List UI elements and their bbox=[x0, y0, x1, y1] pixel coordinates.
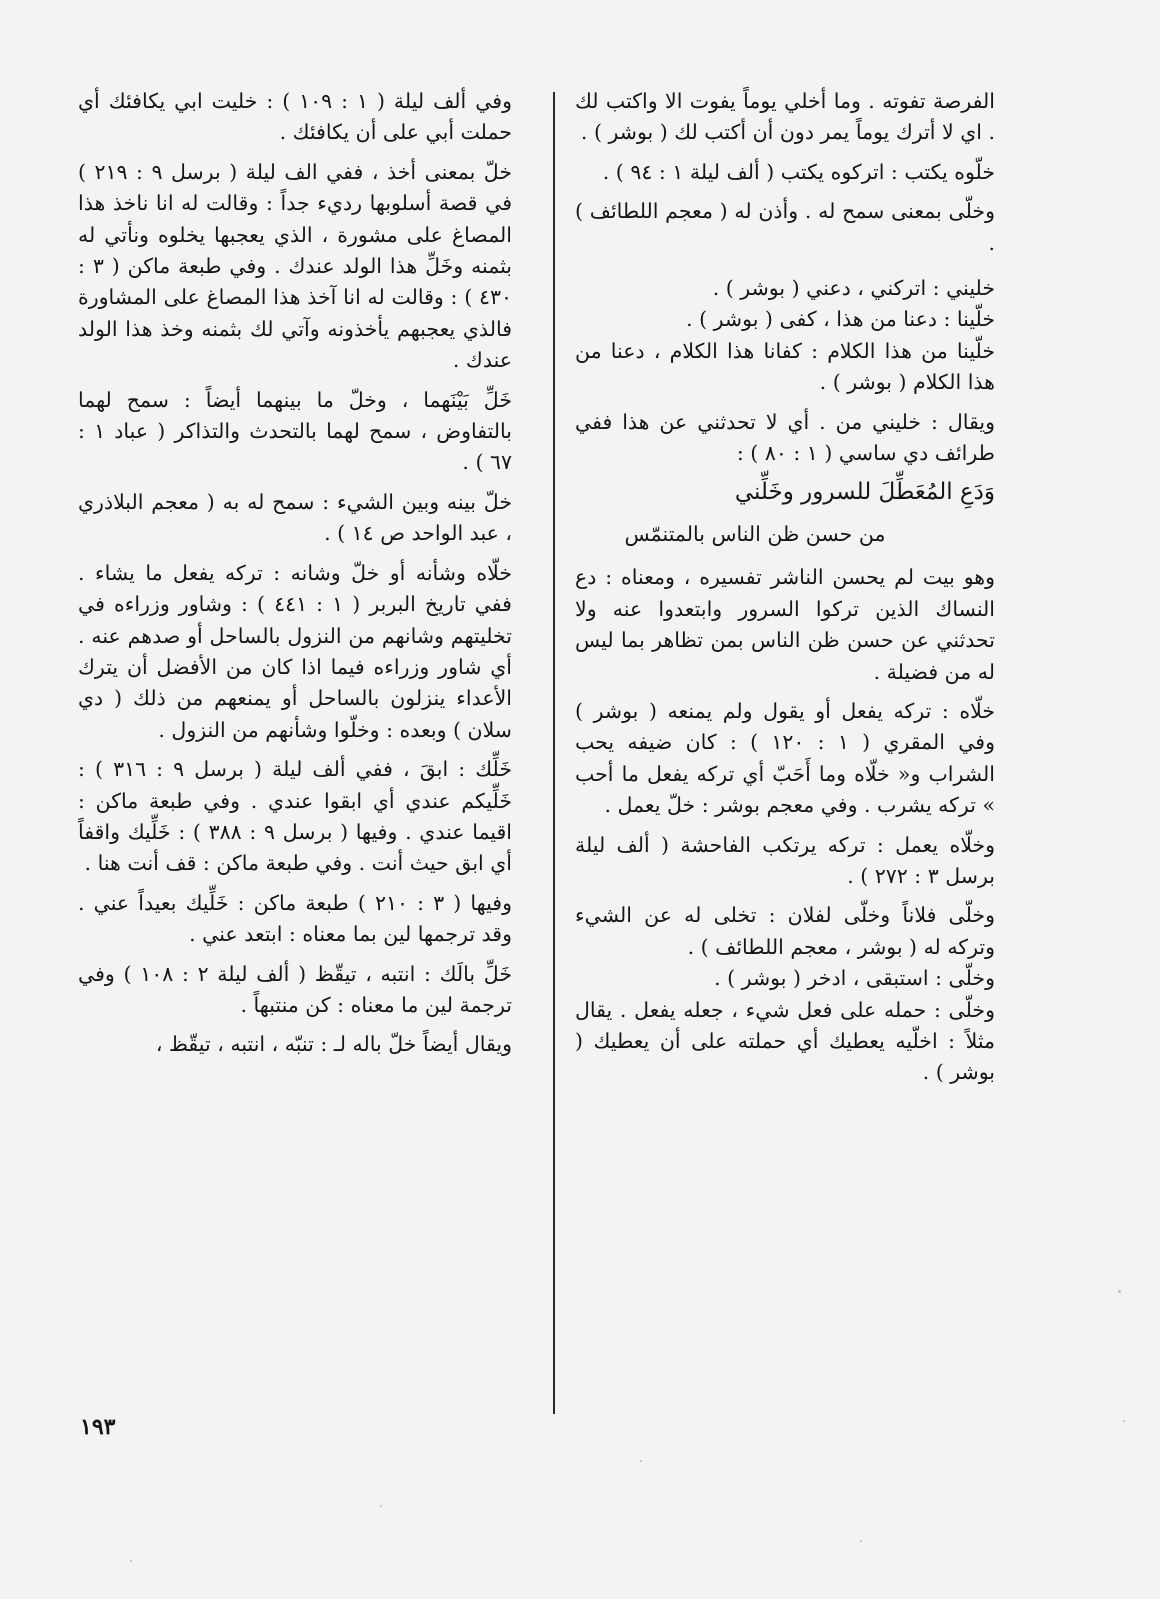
scan-speck bbox=[1118, 1290, 1121, 1293]
scan-speck bbox=[1123, 1420, 1125, 1422]
verse-hemistich-1: وَدَعِ المُعَطِّلَ للسرور وخَلِّني bbox=[734, 479, 995, 506]
paragraph: خلّينا : دعنا من هذا ، كفى ( بوشر ) . bbox=[686, 307, 995, 332]
paragraph: خلّ بمعنى أخذ ، ففي الف ليلة ( برسل ٩ : ٢١٩ ) في قصة أسلوبها رديء جداً : وقالت له انا ناخذ هذا المصاغ على مشورة ، الذي يعجبها يخلوه ونأتي له بثمنه وخَلِّ هذا الولد عندك . وفي طبعة ماكن ( ٣ : ٤٣٠ ) : وقالت له انا آخذ هذا المصاغ على المشاورة فالذي يعجبهم يأخذونه وآتي لك بثمنه وخذ هذا الولد عندك . bbox=[78, 159, 512, 373]
right-column bbox=[575, 86, 995, 1089]
paragraph: خلّاه وشأنه أو خلّ وشانه : تركه يفعل ما يشاء . ففي تاريخ البربر ( ١ : ٤٤١ ) : وشاور وزراءه في تخليتهم وشانهم من النزول بالساحل أو صدهم عنه . أي شاور وزراءه فيما اذا كان من الأفضل أن يترك الأعداء ينزلون بالساحل أو يمنعهم من ذلك ( دي سلان ) وبعده : وخلّوا وشأنهم من النزول . bbox=[78, 560, 512, 742]
paragraph: خليني : اتركني ، دعني ( بوشر ) . bbox=[712, 276, 995, 301]
paragraph: وخلّى : حمله على فعل شيء ، جعله يفعل . يقال مثلاً : اخلّيه يعطيك أي حملته على أن يعطيك ( بوشر ) . bbox=[575, 997, 995, 1085]
paragraph: خلّينا من هذا الكلام : كفانا هذا الكلام ، دعنا من هذا الكلام ( بوشر ) . bbox=[575, 338, 995, 395]
paragraph: وهو بيت لم يحسن الناشر تفسيره ، ومعناه : دع النساك الذين تركوا السرور وابتعدوا عنه ولا تحدثني عن حسن ظن الناس بمن تظاهر بما ليس له من فضيلة . bbox=[575, 565, 995, 684]
paragraph: وخلّاه يعمل : تركه يرتكب الفاحشة ( ألف ليلة برسل ٣ : ٢٧٢ ) . bbox=[575, 832, 995, 888]
page-number: ١٩٣ bbox=[80, 1414, 116, 1440]
paragraph: خلّ بينه وبين الشيء : سمح له به ( معجم البلاذري ، عبد الواحد ص ١٤ ) . bbox=[78, 489, 512, 546]
paragraph: وخلّى بمعنى سمح له . وأذن له ( معجم اللطائف ) . bbox=[575, 199, 995, 255]
paragraph: خَلِّ بالَك : انتبه ، تيقّظ ( ألف ليلة ٢ : ١٠٨ ) وفي ترجمة لين ما معناه : كن منتبهاً . bbox=[78, 961, 512, 1017]
paragraph: وخلّى فلاناً وخلّى لفلان : تخلى له عن الشيء وتركه له ( بوشر ، معجم اللطائف ) . bbox=[575, 903, 995, 959]
verse-hemistich-2: من حسن ظن الناس بالمتنمّس bbox=[624, 521, 886, 546]
paragraph: خَلِّك : ابقَ ، ففي ألف ليلة ( برسل ٩ : ٣١٦ ) : خَلِّيكم عندي أي ابقوا عندي . وفي طبعة ماكن : اقيما عندي . وفيها ( برسل ٩ : ٣٨٨ ) : خَلِّيك واقفاً أي ابق حيث أنت . وفي طبعة ماكن : قف أنت هنا . bbox=[78, 757, 512, 876]
scan-speck bbox=[380, 1505, 382, 1507]
paragraph: وفي ألف ليلة ( ١ : ١٠٩ ) : خليت ابي يكافئك أي حملت أبي على أن يكافئك . bbox=[78, 89, 512, 145]
column-divider bbox=[553, 92, 555, 1414]
paragraph: خلّوه يكتب : اتركوه يكتب ( ألف ليلة ١ : ٩٤ ) . bbox=[602, 159, 995, 184]
paragraph: الفرصة تفوته . وما أخلي يوماً يفوت الا واكتب لك . اي لا أترك يوماً يمر دون أن أكتب لك ( بوشر ) . bbox=[575, 89, 995, 145]
scan-speck bbox=[860, 1540, 862, 1542]
scan-speck bbox=[130, 1560, 132, 1562]
paragraph: وفيها ( ٣ : ٢١٠ ) طبعة ماكن : خَلِّيك بعيداً عني . وقد ترجمها لين بما معناه : ابتعد عني . bbox=[78, 890, 512, 947]
paragraph: خلّاه : تركه يفعل أو يقول ولم يمنعه ( بوشر ) وفي المقري ( ١ : ١٢٠ ) : كان ضيفه يحب الشراب و« خلّاه وما أَحَبّ أي تركه يفعل ما أحب » تركه يشرب . وفي معجم بوشر : خلّ يعمل . bbox=[575, 698, 995, 818]
left-column bbox=[78, 86, 512, 1069]
paragraph: خَلِّ بَيْنَهما ، وخلّ ما بينهما أيضاً : سمح لهما بالتفاوض ، سمح لهما بالتحدث والتذاكر ( عباد ١ : ٦٧ ) . bbox=[78, 387, 512, 475]
paragraph: وخلّى : استبقى ، ادخر ( بوشر ) . bbox=[714, 966, 995, 991]
scan-speck bbox=[640, 1460, 642, 1462]
paragraph: ويقال أيضاً خلّ باله لـ : تنبّه ، انتبه ، تيقّظ ، bbox=[155, 1032, 512, 1057]
paragraph: ويقال : خليني من . أي لا تحدثني عن هذا ففي طرائف دي ساسي ( ١ : ٨٠ ) : bbox=[575, 409, 995, 466]
